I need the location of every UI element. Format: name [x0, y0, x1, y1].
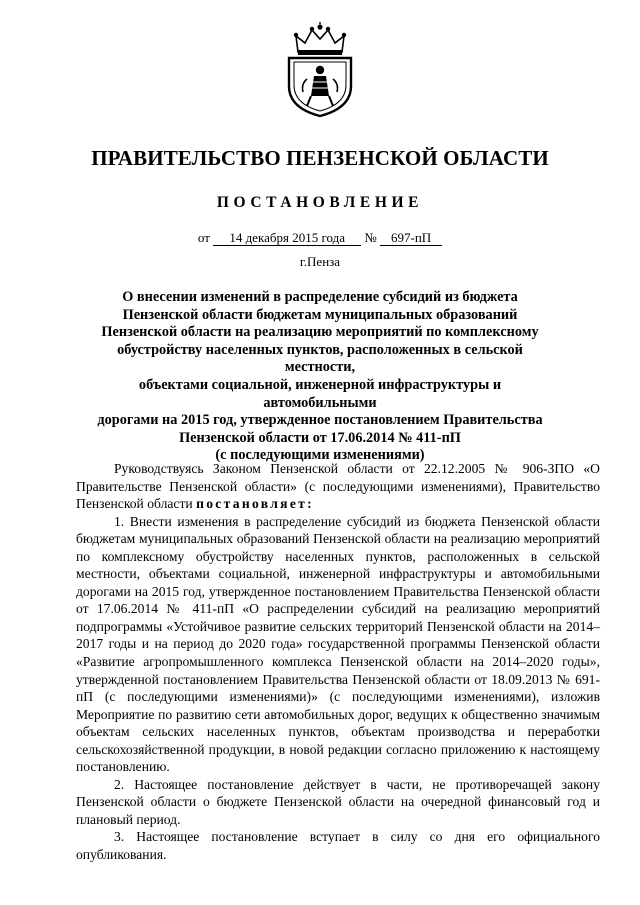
number-sign: № — [364, 230, 377, 245]
intro-paragraph — [76, 460, 600, 513]
coat-of-arms-emblem — [281, 22, 359, 118]
item-3-paragraph: 3. Настоящее постановление вступает в силу со дня его официального опубликования. — [76, 829, 600, 863]
organization-name: ПРАВИТЕЛЬСТВО ПЕНЗЕНСКОЙ ОБЛАСТИ — [91, 146, 549, 170]
document-number: 697-пП — [380, 231, 442, 246]
city: г.Пенза — [299, 254, 341, 269]
document-type: ПОСТАНОВЛЕНИЕ — [216, 194, 424, 211]
resolves-word: постановляет: — [196, 496, 314, 512]
document-title: О внесении изменений в распределение субсидий из бюджета Пензенской области бюджетам муниципальных образований Пензенской области на реализацию мероприятий по комплексному обустройству населенных пунктов, расположенных в сельской местности, объектами социальной, инженерной инфраструктуры и автомобильными дорогами на 2015 год, утвержденное постановлением Правительства Пензенской области от 17.06.2014 № 411-пП (с последующими изменениями) — [97, 289, 543, 464]
intro-text: Руководствуясь Законом Пензенской области от 22.12.2005 № 906-ЗПО «О Правительстве Пензенской области» (с последующими изменениями), Правительство Пензенской области — [76, 461, 600, 512]
item-2-paragraph: 2. Настоящее постановление действует в части, не противоречащей закону Пензенской области о бюджете Пензенской области на очередной финансовый год и плановый период. — [76, 776, 600, 827]
item-1-paragraph: 1. Внести изменения в распределение субсидий из бюджета Пензенской области бюджетам муниципальных образований Пензенской области на реализацию мероприятий по комплексному обустройству населенных пунктов, расположенных в сельской местности, объектами социальной, инженерной инфраструктуры и автомобильными дорогами на 2015 год, утвержденное постановлением Правительства Пензенской области от 17.06.2014 № 411-пП «О распределении субсидий на реализацию мероприятий подпрограммы «Устойчивое развитие сельских территорий Пензенской области на 2014–2017 годы и на период до 2020 года» государственной программы Пензенской области «Развитие агропромышленного комплекса Пензенской области на 2014–2020 годы», утвержденной постановлением Правительства Пензенской области от 18.09.2013 № 691-пП (с последующими изменениями)» (с последующими изменениями), изложив Мероприятие по развитию сети автомобильных дорог, ведущих к общественно значимым объектам сельских населенных пунктов, объектам производства и переработки сельскохозяйственной продукции, в новой редакции согласно приложению к настоящему постановлению. — [76, 513, 600, 775]
document-date: 14 декабря 2015 года — [213, 231, 361, 246]
document-body — [76, 460, 600, 864]
date-prefix: от — [197, 230, 210, 245]
date-number-line — [0, 230, 640, 246]
